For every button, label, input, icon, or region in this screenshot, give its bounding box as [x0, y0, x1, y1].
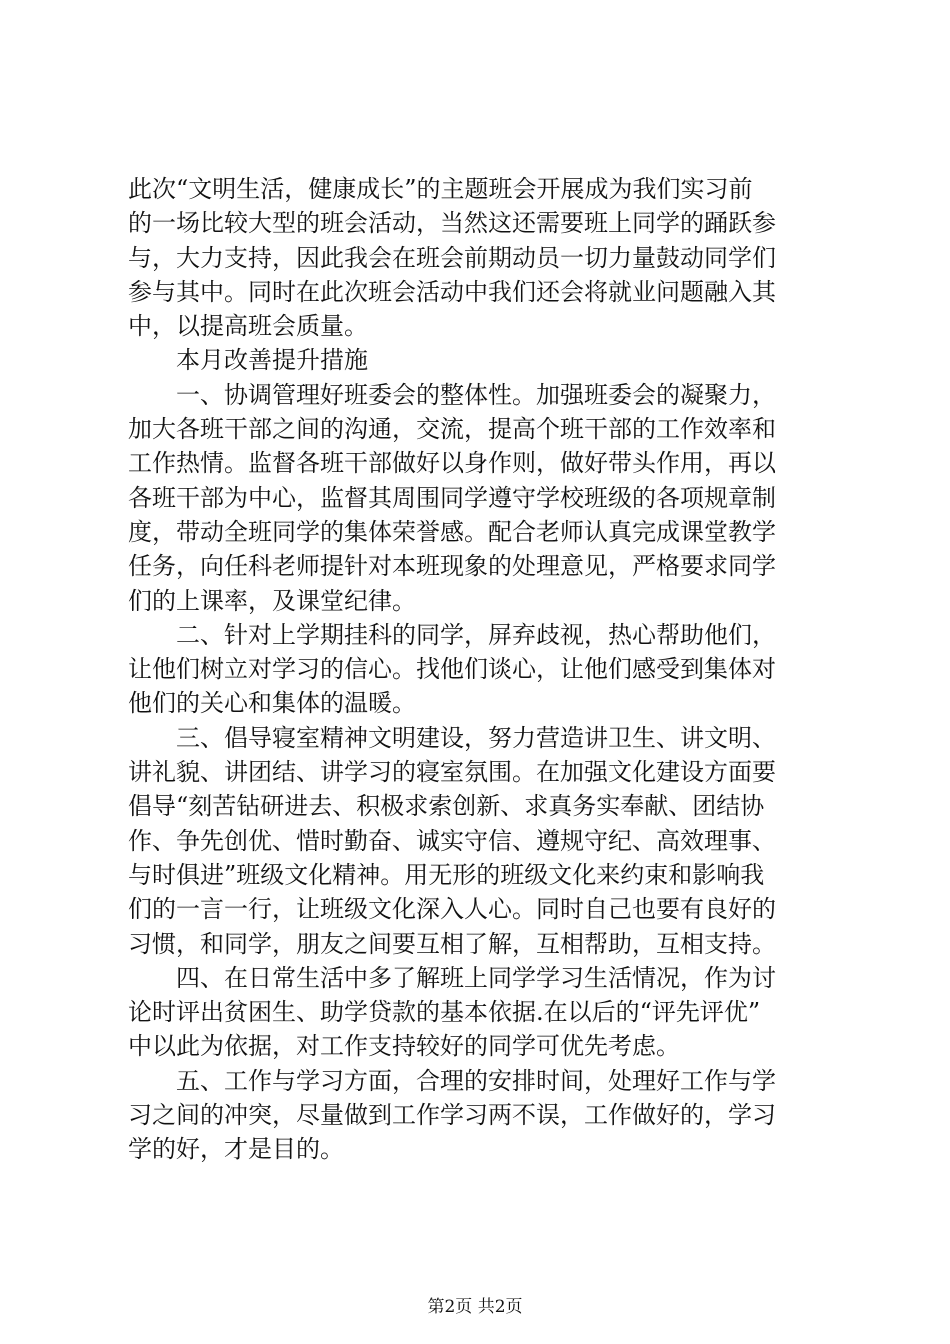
text-line: 与时俱进”班级文化精神。用无形的班级文化来约束和影响我 — [128, 860, 765, 889]
text-line: 作、争先创优、惜时勤奋、诚实守信、遵规守纪、高效理事、 — [128, 826, 776, 855]
text-line: 与，大力支持，因此我会在班会前期动员一切力量鼓动同学们 — [128, 243, 776, 272]
text-line: 们的一言一行，让班级文化深入人心。同时自己也要有良好的 — [128, 895, 776, 924]
text-line: 论时评出贫困生、助学贷款的基本依据.在以后的“评先评优” — [128, 998, 761, 1027]
text-line: 他们的关心和集体的温暖。 — [128, 689, 416, 718]
text-line: 讲礼貌、讲团结、讲学习的寝室氛围。在加强文化建设方面要 — [128, 758, 776, 787]
text-line: 度，带动全班同学的集体荣誉感。配合老师认真完成课堂教学 — [128, 517, 776, 546]
text-line: 四、在日常生活中多了解班上同学学习生活情况，作为讨 — [128, 963, 776, 992]
text-line: 习之间的冲突，尽量做到工作学习两不误，工作做好的，学习 — [128, 1101, 776, 1130]
page-footer: 第2页 共2页 — [427, 1297, 523, 1317]
section-heading: 本月改善提升措施 — [128, 346, 368, 375]
text-line: 五、工作与学习方面，合理的安排时间，处理好工作与学 — [128, 1066, 776, 1095]
text-line: 的一场比较大型的班会活动，当然这还需要班上同学的踊跃参 — [128, 209, 776, 238]
text-line: 倡导“刻苦钻研进去、积极求索创新、求真务实奉献、团结协 — [128, 792, 765, 821]
text-line: 任务，向任科老师提针对本班现象的处理意见，严格要求同学 — [128, 552, 776, 581]
text-line: 此次“文明生活，健康成长”的主题班会开展成为我们实习前 — [128, 175, 753, 203]
text-line: 中以此为依据，对工作支持较好的同学可优先考虑。 — [128, 1032, 680, 1061]
text-line: 参与其中。同时在此次班会活动中我们还会将就业问题融入其 — [128, 277, 776, 306]
text-line: 习惯，和同学，朋友之间要互相了解，互相帮助，互相支持。 — [128, 929, 776, 958]
text-line: 加大各班干部之间的沟通，交流，提高个班干部的工作效率和 — [128, 415, 776, 444]
text-line: 各班干部为中心，监督其周围同学遵守学校班级的各项规章制 — [128, 483, 776, 512]
body-text — [128, 172, 848, 1167]
text-line: 三、倡导寝室精神文明建设，努力营造讲卫生、讲文明、 — [128, 723, 776, 752]
text-line: 学的好，才是目的。 — [128, 1135, 344, 1164]
text-line: 们的上课率，及课堂纪律。 — [128, 586, 416, 615]
text-line: 工作热情。监督各班干部做好以身作则，做好带头作用，再以 — [128, 449, 776, 478]
text-line: 让他们树立对学习的信心。找他们谈心，让他们感受到集体对 — [128, 655, 776, 684]
text-line: 一、协调管理好班委会的整体性。加强班委会的凝聚力， — [128, 380, 776, 409]
text-line: 中，以提高班会质量。 — [128, 312, 368, 341]
text-line: 二、针对上学期挂科的同学，屏弃歧视，热心帮助他们， — [128, 620, 776, 649]
